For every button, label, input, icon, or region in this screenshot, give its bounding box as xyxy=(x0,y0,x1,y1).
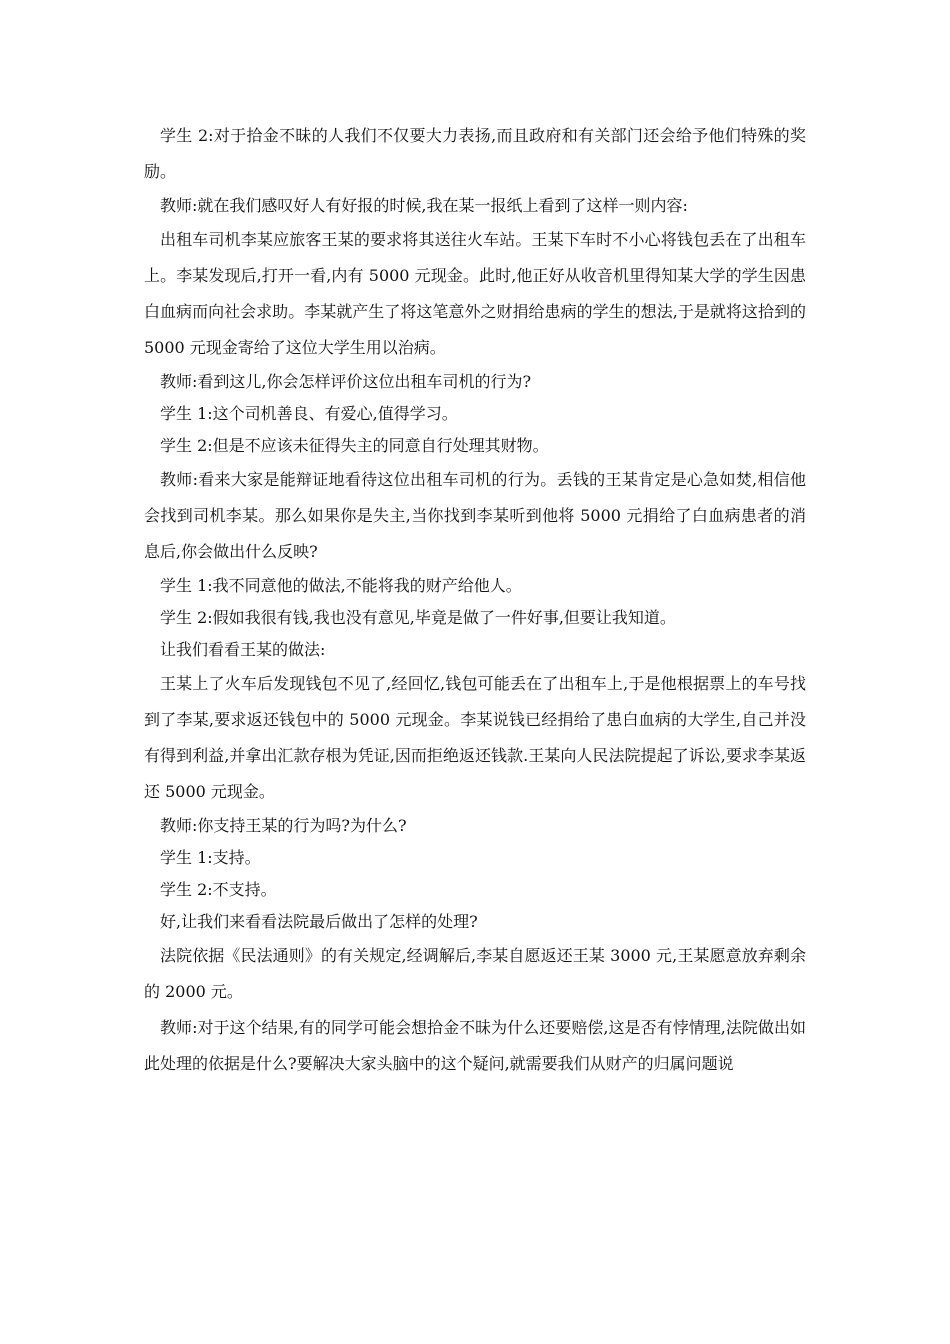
paragraph-teacher-question-3: 教师:你支持王某的行为吗?为什么? xyxy=(160,816,407,835)
paragraph-court-intro: 好,让我们来看看法院最后做出了怎样的处理? xyxy=(160,912,478,931)
document-body xyxy=(144,118,806,1082)
paragraph-court-ruling: 法院依据《民法通则》的有关规定,经调解后,李某自愿返还王某 3000 元,王某愿意放弃剩余的 2000 元。 xyxy=(144,946,806,1001)
paragraph-taxi-story: 出租车司机李某应旅客王某的要求将其送往火车站。王某下车时不小心将钱包丢在了出租车上。李某发现后,打开一看,内有 5000 元现金。此时,他正好从收音机里得知某大学的学生因患白血病而向社会求助。李某就产生了将这笔意外之财捐给患病的学生的想法,于是就将这拾到的 5000 元现金寄给了这位大学生用以治病。 xyxy=(144,230,806,357)
paragraph-student2-reward: 学生 2:对于拾金不昧的人我们不仅要大力表扬,而且政府和有关部门还会给予他们特殊的奖励。 xyxy=(144,126,806,181)
paragraph-student1-answer-3: 学生 1:支持。 xyxy=(160,848,261,867)
paragraph-student1-answer-1: 学生 1:这个司机善良、有爱心,值得学习。 xyxy=(160,404,458,423)
paragraph-wang-story: 王某上了火车后发现钱包不见了,经回忆,钱包可能丢在了出租车上,于是他根据票上的车号找到了李某,要求返还钱包中的 5000 元现金。李某说钱已经捐给了患白血病的大学生,自己并没有得到利益,并拿出汇款存根为凭证,因而拒绝返还钱款.王某向人民法院提起了诉讼,要求李某返还 5000 元现金。 xyxy=(144,674,806,801)
paragraph-wang-approach-intro: 让我们看看王某的做法: xyxy=(160,640,326,659)
paragraph-teacher-newspaper: 教师:就在我们感叹好人有好报的时候,我在某一报纸上看到了这样一则内容: xyxy=(160,196,688,215)
paragraph-student2-answer-1: 学生 2:但是不应该未征得失主的同意自行处理其财物。 xyxy=(160,436,549,455)
paragraph-teacher-conclusion: 教师:对于这个结果,有的同学可能会想拾金不昧为什么还要赔偿,这是否有悖情理,法院做出如此处理的依据是什么?要解决大家头脑中的这个疑问,就需要我们从财产的归属问题说 xyxy=(144,1018,806,1073)
paragraph-student1-answer-2: 学生 1:我不同意他的做法,不能将我的财产给他人。 xyxy=(160,576,522,595)
paragraph-teacher-question-1: 教师:看到这儿,你会怎样评价这位出租车司机的行为? xyxy=(160,372,532,391)
paragraph-student2-answer-3: 学生 2:不支持。 xyxy=(160,880,277,899)
paragraph-teacher-question-2: 教师:看来大家是能辩证地看待这位出租车司机的行为。丢钱的王某肯定是心急如焚,相信他会找到司机李某。那么如果你是失主,当你找到李某听到他将 5000 元捐给了白血病患者的消息后,你会做出什么反映? xyxy=(144,470,806,561)
paragraph-student2-answer-2: 学生 2:假如我很有钱,我也没有意见,毕竟是做了一件好事,但要让我知道。 xyxy=(160,608,676,627)
